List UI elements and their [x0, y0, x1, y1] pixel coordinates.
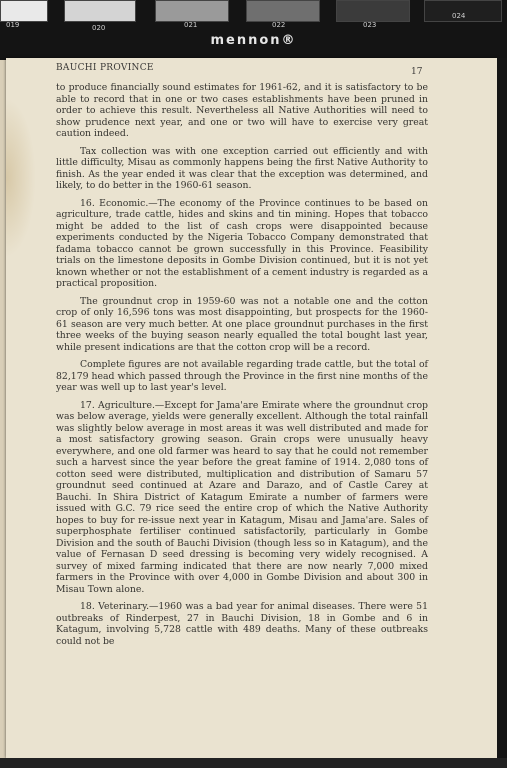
- gray-swatch: [246, 0, 320, 22]
- gray-swatch: [0, 0, 48, 22]
- gray-swatch-row: [0, 0, 507, 22]
- swatch-label: 023: [363, 21, 377, 29]
- paragraph: Tax collection was with one exception carried out efficiently and with little difficulty, Misau as commonly happens being the first Native Authority to finish. As the year ended it was clear that the exception was determined, and likely, to do better in the 1960-61 season.: [56, 145, 428, 191]
- brand-logo: mennon®: [210, 33, 297, 48]
- background-bottom: [0, 758, 507, 768]
- paragraph-economic: 16. Economic.—The economy of the Province continues to be based on agriculture, trade cattle, hides and skins and tin mining. Hopes that tobacco might be added to the list of cash crops were disappointed because experiments conducted by the Nigeria Tobacco Company demonstrated that fadama tobacco cannot be grown successfully in this Province. Feasibility trials on the limestone deposits in Gombe Division continued, but it is not yet known whether or not the establishment of a cement industry is regarded as a practical proposition.: [56, 197, 428, 289]
- page-number: 17: [411, 67, 423, 77]
- calibration-strip: [0, 0, 507, 60]
- gray-swatch: [155, 0, 229, 22]
- swatch-label: 021: [184, 21, 198, 29]
- running-head: BAUCHI PROVINCE: [56, 63, 154, 73]
- paragraph: The groundnut crop in 1959-60 was not a notable one and the cotton crop of only 16,596 tons was most disappointing, but prospects for the 1960-61 season are very much better. At one place groundnut purchases in the first three weeks of the buying season nearly equalled the total bought last year, while present indications are that the cotton crop will be a record.: [56, 295, 428, 353]
- swatch-label: 024: [452, 12, 466, 20]
- gray-swatch: [336, 0, 410, 22]
- body-text: [56, 82, 428, 653]
- swatch-label: 022: [272, 21, 286, 29]
- gray-swatch: [64, 0, 136, 22]
- page-stain: [6, 98, 36, 258]
- paragraph-veterinary: 18. Veterinary.—1960 was a bad year for animal diseases. There were 51 outbreaks of Rinderpest, 27 in Bauchi Division, 18 in Gombe and 6 in Katagum, involving 5,728 cattle with 489 deaths. Many of these outbreaks could not be: [56, 601, 428, 647]
- background-right: [497, 58, 507, 768]
- paragraph: Complete figures are not available regarding trade cattle, but the total of 82,179 head which passed through the Province in the first nine months of the year was well up to last year's level.: [56, 359, 428, 393]
- paragraph: to produce financially sound estimates for 1961-62, and it is satisfactory to be able to record that in one or two cases establishments have been pruned in order to achieve this result. Nevertheless all Native Authorities will need to show prudence next year, and one or two will have to exercise very great caution indeed.: [56, 82, 428, 139]
- paragraph-agriculture: 17. Agriculture.—Except for Jama'are Emirate where the groundnut crop was below average, yields were generally excellent. Although the total rainfall was slightly below average in most areas it was well distributed and made for a most satisfactory growing season. Grain crops were unusually heavy everywhere, and one old farmer was heard to say that he could not remember such a harvest since the year before the great famine of 1914. 2,080 tons of cotton seed were distributed, multiplication and distribution of Samaru 57 groundnut seed continued at Azare and Darazo, and of Castle Carey at Bauchi. In Shira District of Katagum Emirate a number of farmers were issued with G.C. 79 rice seed the entire crop of which the Native Authority hopes to buy for re-issue next year in Katagum, Misau and Jama'are. Sales of superphosphate fertiliser continued satisfactorily, particularly in Gombe Division and the south of Bauchi Division (though less so in Katagum), and the value of Fernasan D seed dressing is becoming very widely recognised. A survey of mixed farming indicated that there are now nearly 7,000 mixed farmers in the Province with over 4,000 in Gombe Division and about 300 in Misau Town alone.: [56, 399, 428, 595]
- swatch-label: 020: [92, 24, 106, 32]
- swatch-label: 019: [6, 21, 20, 29]
